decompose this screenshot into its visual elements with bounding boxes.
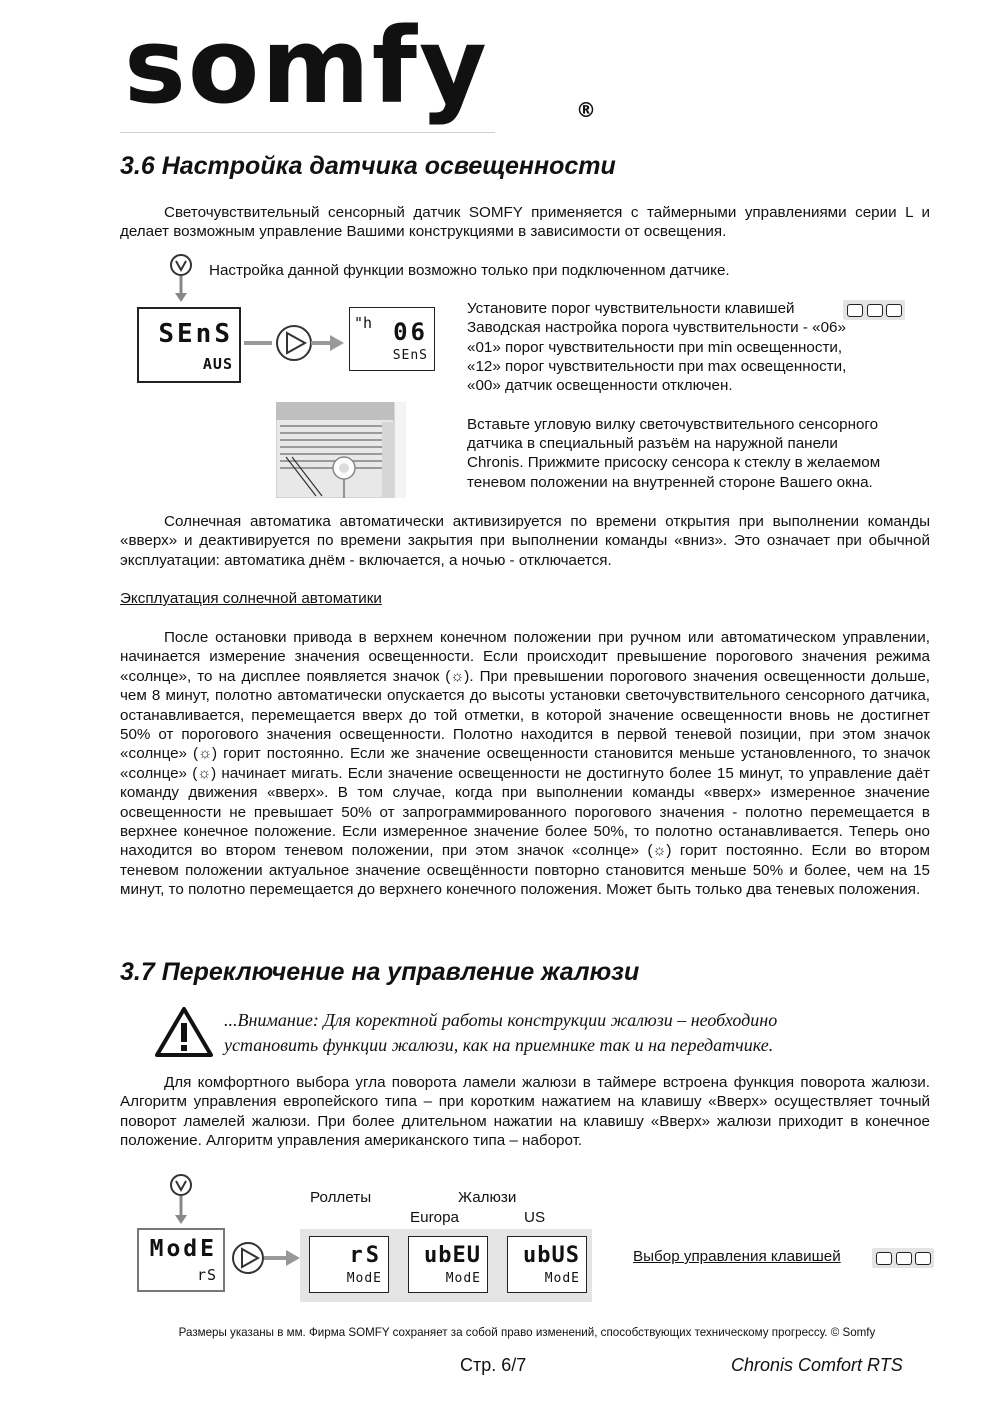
lcd-top-text: ModE — [149, 1236, 217, 1262]
warning-triangle-icon — [154, 1006, 214, 1058]
lcd-top-text: rS — [349, 1243, 382, 1268]
warning-line-2: установить функции жалюзи, как на приемнике так и на передатчике. — [224, 1035, 774, 1055]
label-rollers: Роллеты — [310, 1189, 372, 1206]
page-number: Стр. 6/7 — [460, 1355, 527, 1375]
install-line-3: Chronis. Прижмите присоску сенсора к стеклу в желаемом — [467, 454, 881, 471]
lcd-bottom-text: SEnS — [392, 348, 428, 363]
lcd-threshold-value — [349, 307, 435, 371]
play-arrow-icon — [244, 323, 344, 363]
label-europa: Europa — [410, 1209, 459, 1226]
section-title-3-7: 3.7 Переключение на управление жалюзи — [120, 958, 640, 986]
threshold-line-4: «12» порог чувствительности при max освещенности, — [467, 358, 847, 375]
warning-line-1: ...Внимание: Для коректной работы конструкции жалюзи – необходино — [224, 1010, 778, 1030]
lcd-top-text: 06 — [393, 318, 428, 346]
somfy-logo — [120, 5, 596, 133]
threshold-line-3: «01» порог чувствительности при min освещенности, — [467, 339, 843, 356]
lcd-bottom-text: AUS — [202, 355, 233, 373]
section-title-3-6: 3.6 Настройка датчика освещенности — [120, 152, 616, 180]
lcd-sens-aus — [137, 307, 241, 383]
subheading-sun-automation: Эксплуатация солнечной автоматики — [120, 590, 382, 607]
threshold-line-5: «00» датчик освещенности отключен. — [467, 377, 733, 394]
lcd-blinds-us-mode[interactable] — [507, 1236, 587, 1293]
programming-hand-icon — [168, 253, 194, 303]
sensor-intro-paragraph: Светочувствительный сенсорный датчик SOMFY применяется с таймерными управлениями серии L и делает возможным управление Вашими конструкциями в зависимости от освещения. — [120, 204, 930, 241]
lcd-top-text: ubEU — [424, 1243, 481, 1268]
lcd-mode — [137, 1228, 225, 1292]
programming-hand-icon-2 — [168, 1173, 194, 1225]
lcd-bottom-text: ModE — [445, 1271, 481, 1286]
operation-paragraph: После остановки привода в верхнем конечном положении при ручном или автоматическом управлении, начинается измерение значения освещенности. Если происходит превышение порогового значения режима «солнце», то на дисплее появляется значок (☼). При превышении порогового значения освещенности дольше, чем 8 минут, полотно автоматически опускается до высоты установки светочувствительного сенсорного датчика, останавливается, перемещается вверх до той отметки, в которой значение освещенности вновь не достигнет 50% от порогового значения освещенности. Полотно находится в первой теневой позиции, при этом значок «солнце» (☼) горит постоянно. Если же значение освещенности становится меньше установленного, то значок «солнце» (☼) начинает мигать. Если значение освещенности не достигнуто более 15 минут, то управление даёт команду движения «вверх». В том случае, когда при выполнении команды «вверх» измеренное значение освещенности не превышает 50% от запрограммированного порогового значения - полотно перемещается в верхнее конечное положение. Если измеренное значение более 50%, то полотно останавливается. Теперь оно находится во втором теневом положении, при этом значок «солнце» (☼) горит постоянно. Если во втором теневом положении актуальное значение освещённости повторно становится меньше 50% и более, чем на 15 минут, то полотно перемещается до верхнего конечного положения. Может быть только два теневых положения. — [120, 629, 930, 899]
lcd-bottom-text: rS — [196, 1266, 217, 1284]
lcd-bottom-text: ModE — [544, 1271, 580, 1286]
keypad-icon — [843, 300, 905, 320]
blinds-paragraph: Для комфортного выбора угла поворота ламели жалюзи в таймере встроена функция поворота жалюзи. Алгоритм управления европейского типа – при коротким нажатием на клавишу «Вверх» осуществляет точный поворот ламелей жалюзи. При более длительном нажатии на клавишу «Вверх» жалюзи приходит в конечное положение. Алгоритм управления американского типа – наборот. — [120, 1074, 930, 1150]
install-line-4: теневом положении на внутренней стороне Вашего окна. — [467, 474, 873, 491]
install-line-2: датчика в специальный разъём на наружной панели — [467, 435, 838, 452]
threshold-line-2: Заводская настройка порога чувствительности - «06» — [467, 319, 846, 336]
registered-mark: ® — [576, 98, 596, 122]
keypad-icon-2 — [872, 1248, 934, 1268]
install-line-1: Вставьте угловую вилку светочувствительного сенсорного — [467, 416, 879, 433]
lcd-blinds-europa-mode[interactable] — [408, 1236, 488, 1293]
lcd-top-text: ubUS — [523, 1243, 580, 1268]
lcd-prefix: "h — [354, 314, 373, 332]
logo-wordmark: somfy — [124, 5, 489, 127]
play-arrow-icon-2 — [224, 1238, 300, 1278]
label-us: US — [524, 1209, 546, 1226]
automation-paragraph: Солнечная автоматика автоматически активизируется по времени открытия при выполнении команды «вверх» и деактивируется по времени закрытия при выполнении команды «вниз». Это означает при обычной эксплуатации: автоматика днём - включается, а ночью - отключается. — [120, 513, 930, 569]
warning-text — [224, 1008, 944, 1058]
footer-disclaimer: Размеры указаны в мм. Фирма SOMFY сохраняет за собой право изменений, способствующих техническому прогрессу. © Somfy — [178, 1326, 876, 1339]
threshold-line-1: Установите порог чувствительности клавишей — [467, 300, 795, 317]
lcd-top-text: SEnS — [158, 319, 233, 349]
product-name: Chronis Comfort RTS — [731, 1355, 903, 1375]
window-sensor-illustration — [276, 402, 406, 498]
sensor-note: Настройка данной функции возможно только при подключенном датчике. — [209, 262, 730, 279]
select-mode-label: Выбор управления клавишей — [633, 1248, 841, 1265]
lcd-rollers-mode[interactable] — [309, 1236, 389, 1293]
lcd-bottom-text: ModE — [346, 1271, 382, 1286]
label-blinds: Жалюзи — [458, 1189, 517, 1206]
